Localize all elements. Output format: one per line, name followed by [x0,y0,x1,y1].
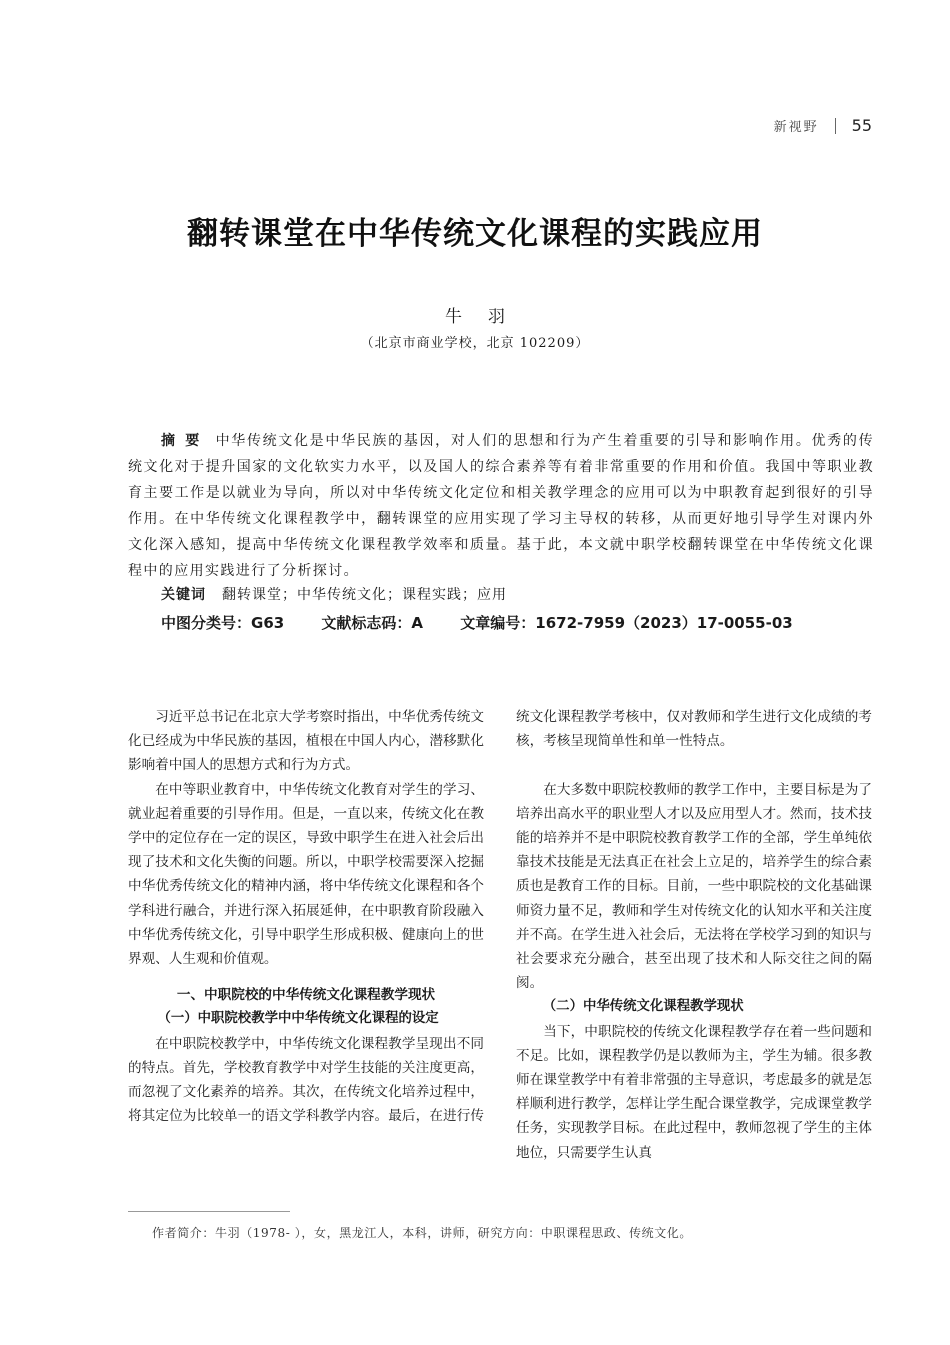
classification-line [161,612,874,633]
abstract [128,428,874,584]
body-column-left [128,705,484,1128]
subsection-heading: （二）中华传统文化课程教学现状 [542,999,744,1015]
page-number: 55 [851,116,872,135]
running-header [774,116,872,135]
body-paragraph [128,1032,484,1129]
author-name: 牛羽 [445,307,531,327]
footnote-rule [128,1211,290,1212]
keywords [161,584,874,604]
body-paragraph-text-continued: 统文化课程教学考核中，仅对教师和学生进行文化成绩的考核，考核呈现简单性和单一性特点。 [516,709,872,750]
article-number: 文章编号：1672-7959（2023）17-0055-03 [460,614,793,632]
header-divider [835,118,836,134]
body-paragraph: 在中等职业教育中，中华传统文化教育对学生的学习、就业起着重要的引导作用。但是，一直以来，传统文化在教学中的定位存在一定的误区，导致中职学生在进入社会后出现了技术和文化失衡的问题。所以，中职学校需要深入挖掘中华优秀传统文化的精神内涵，将中华传统文化课程和各个学科进行融合，并进行深入拓展延伸，在中职教育阶段融入中华优秀传统文化，引导中职学生形成积极、健康向上的世界观、人生观和价值观。 [128,781,484,968]
body-paragraph: 当下，中职院校的传统文化课程教学存在着一些问题和不足。比如，课程教学仍是以教师为主，学生为辅。很多教师在课堂教学中有着非常强的主导意识，考虑最多的就是怎样顺利进行教学，怎样让学生配合课堂教学，完成课堂教学任务，实现教学目标。在此过程中，教师忽视了学生的主体地位，只需要学生认真 [516,1023,872,1161]
subsection-heading: （一）中职院校教学中中华传统文化课程的设定 [157,1011,439,1027]
journal-section: 新视野 [773,120,819,135]
body-paragraph [516,705,872,753]
article-title: 翻转课堂在中华传统文化课程的实践应用 [187,216,763,252]
body-paragraph: 习近平总书记在北京大学考察时指出，中华优秀传统文化已经成为中华民族的基因，植根在中国人内心，潜移默化影响着中国人的思想方式和行为方式。 [128,709,484,774]
clc-number: 中图分类号：G63 [161,614,285,632]
body-paragraph-text: 在中职院校教学中，中华传统文化课程教学呈现出不同的特点。首先，学校教育教学中对学生技能的关注度更高，而忽视了文化素养的培养。其次，在传统文化培养过程中，将其定位为比较单一的语文学科教学内容。最后，在进行传 [128,1035,484,1125]
author-affiliation: （北京市商业学校，北京 102209） [360,336,590,351]
body-paragraph: 在大多数中职院校教师的教学工作中，主要目标是为了培养出高水平的职业型人才以及应用型人才。然而，技术技能的培养并不是中职院校教育教学工作的全部，学生单纯依靠技术技能是无法真正在社会上立足的，培养学生的综合素质也是教育工作的目标。目前，一些中职院校的文化基础课师资力量不足，教师和学生对传统文化的认知水平和关注度并不高。在学生进入社会后，无法将在学校学习到的知识与社会要求充分融合，甚至出现了技术和人际交往之间的隔阂。 [516,781,872,992]
author-footnote: 作者简介：牛羽（1978- ），女，黑龙江人，本科，讲师，研究方向：中职课程思政、传统文化。 [152,1226,693,1240]
abstract-text: 中华传统文化是中华民族的基因，对人们的思想和行为产生着重要的引导和影响作用。优秀的传统文化对于提升国家的文化软实力水平，以及国人的综合素养等有着非常重要的作用和价值。我国中等职业教育主要工作是以就业为导向，所以对中华传统文化定位和相关教学理念的应用可以为中职教育起到很好的引导作用。在中华传统文化课程教学中，翻转课堂的应用实现了学习主导权的转移，从而更好地引导学生对课内外文化深入感知，提高中华传统文化课程教学效率和质量。基于此，本文就中职学校翻转课堂在中华传统文化课程中的应用实践进行了分析探讨。 [128,433,874,579]
document-code: 文献标志码：A [321,614,424,632]
keywords-text: 翻转课堂；中华传统文化；课程实践；应用 [222,587,507,603]
section-heading: 一、中职院校的中华传统文化课程教学现状 [176,987,436,1004]
keywords-label: 关键词 [161,587,206,603]
body-column-right [516,705,872,1165]
abstract-label: 摘要 [161,433,210,449]
continued-paragraph [516,705,872,778]
